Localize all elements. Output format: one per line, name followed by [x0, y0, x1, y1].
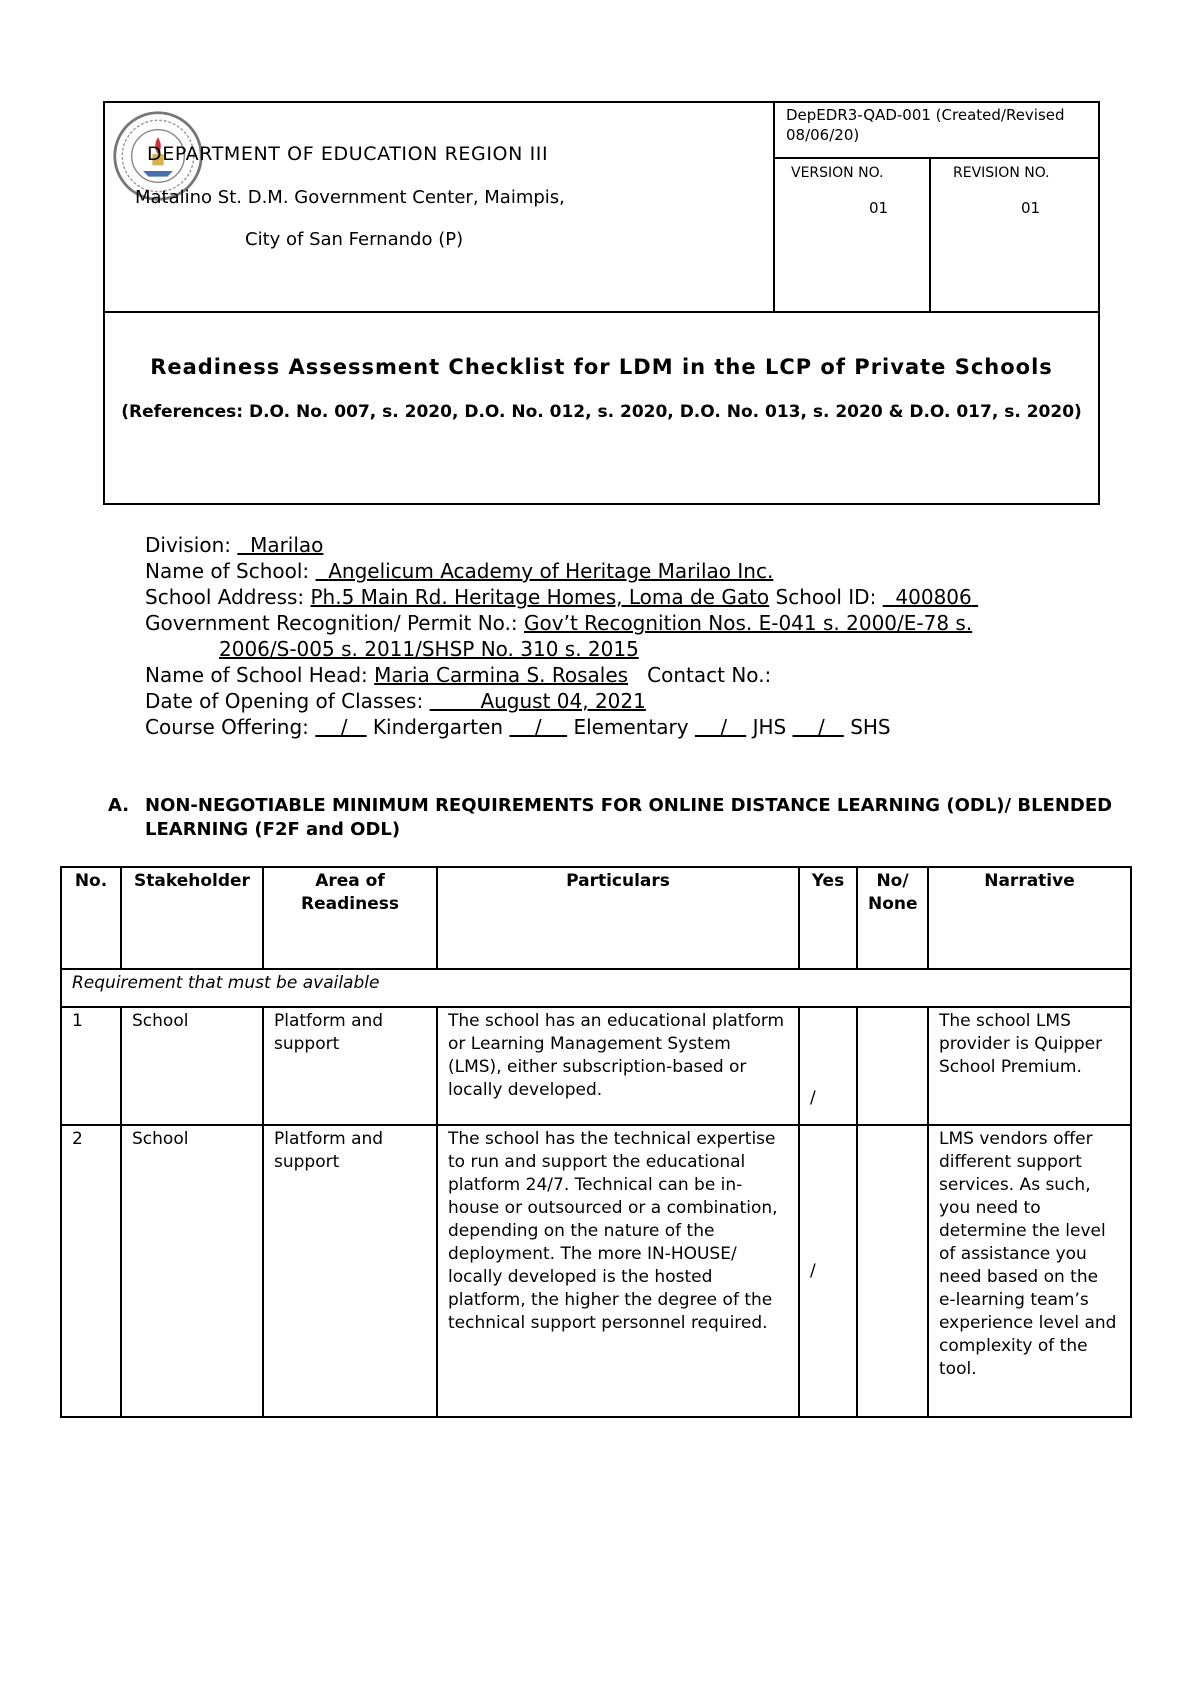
- school-name-label: Name of School:: [145, 559, 310, 583]
- header-particulars: Particulars: [437, 867, 799, 969]
- table-subheader-row: [61, 969, 1131, 1007]
- school-id-text: 400806: [895, 585, 972, 609]
- header-office-cell: [105, 103, 775, 313]
- opening-row: [145, 688, 1054, 714]
- department-name: DEPARTMENT OF EDUCATION REGION III: [147, 143, 549, 165]
- header-stakeholder: Stakeholder: [121, 867, 263, 969]
- jhs-mark-text: /: [720, 715, 728, 739]
- shs-mark: [793, 715, 844, 739]
- section-title: NON-NEGOTIABLE MINIMUM REQUIREMENTS FOR ONLINE DISTANCE LEARNING (ODL)/ BLENDED LEARNING (F2F and ODL): [145, 795, 1113, 840]
- address-value: Ph.5 Main Rd. Heritage Homes, Loma de Gato: [310, 585, 770, 609]
- row-stakeholder: School: [121, 1125, 263, 1417]
- address-label: School Address:: [145, 585, 305, 609]
- row-narrative: The school LMS provider is Quipper School Premium.: [928, 1007, 1131, 1125]
- document-header: [103, 101, 1100, 505]
- header-area: Area of Readiness: [263, 867, 437, 969]
- row-yes: [799, 1007, 857, 1125]
- division-value: [237, 532, 942, 558]
- permit-row: [145, 610, 972, 636]
- document-title: Readiness Assessment Checklist for LDM in the LCP of Private Schools: [150, 355, 1053, 379]
- school-name-value: [316, 558, 1061, 584]
- row-area: Platform and support: [263, 1007, 437, 1125]
- yes-check-mark: /: [810, 1088, 816, 1108]
- row-no-none: [857, 1007, 928, 1125]
- permit-value-1: Gov’t Recognition Nos. E-041 s. 2000/E-78 s.: [524, 611, 973, 635]
- row-stakeholder: School: [121, 1007, 263, 1125]
- header-narrative: Narrative: [928, 867, 1131, 969]
- permit-row-2: [219, 636, 639, 662]
- subheader-cell: Requirement that must be available: [61, 969, 1131, 1007]
- header-no: No.: [61, 867, 121, 969]
- elementary-mark: [509, 715, 567, 739]
- row-yes: [799, 1125, 857, 1417]
- shs-label: SHS: [850, 715, 891, 739]
- jhs-label: JHS: [752, 715, 787, 739]
- division-row: [145, 532, 942, 558]
- school-name-text: Angelicum Academy of Heritage Marilao Inc.: [328, 559, 774, 583]
- row-area: Platform and support: [263, 1125, 437, 1417]
- row-particulars: The school has an educational platform or Learning Management System (LMS), either subscription-based or locally developed.: [437, 1007, 799, 1125]
- opening-text: August 04, 2021: [480, 689, 646, 713]
- table-header-row: [61, 867, 1131, 969]
- opening-value: [430, 688, 1054, 714]
- office-address-line2: City of San Fernando (P): [245, 229, 464, 250]
- row-narrative: LMS vendors offer different support services. As such, you need to determine the level of assistance you need based on the e-learning team’s experience level and complexity of the tool.: [928, 1125, 1131, 1417]
- yes-check-mark: /: [810, 1260, 816, 1281]
- row-no: 2: [61, 1125, 121, 1417]
- section-letter: A.: [108, 795, 130, 816]
- school-head-value: Maria Carmina S. Rosales: [374, 663, 629, 687]
- school-id-label: School ID:: [775, 585, 877, 609]
- school-id-value: [883, 585, 978, 609]
- permit-value-2: 2006/S-005 s. 2011/SHSP No. 310 s. 2015: [219, 637, 639, 661]
- permit-label: Government Recognition/ Permit No.:: [145, 611, 518, 635]
- version-label: VERSION NO.: [791, 165, 884, 181]
- contact-label: Contact No.:: [647, 663, 772, 687]
- kindergarten-mark-text: /: [340, 715, 348, 739]
- header-no-none: No/ None: [857, 867, 928, 969]
- school-name-row: [145, 558, 1061, 584]
- office-address-line1: Matalino St. D.M. Government Center, Maimpis,: [135, 187, 565, 208]
- row-particulars: The school has the technical expertise to run and support the educational platform 24/7. Technical can be in-house or outsourced or a combination, depending on the nature of the deployment. The more IN-HOUSE/ locally developed is the hosted platform, the higher the degree of the technical support personnel required.: [437, 1125, 799, 1417]
- kindergarten-mark: [315, 715, 366, 739]
- course-label: Course Offering:: [145, 715, 309, 739]
- division-text: Marilao: [250, 533, 324, 557]
- version-value: 01: [869, 199, 889, 217]
- revision-label: REVISION NO.: [953, 165, 1050, 181]
- school-head-row: [145, 662, 771, 688]
- shs-mark-text: /: [818, 715, 825, 739]
- revision-cell: [931, 159, 1100, 311]
- row-no: 1: [61, 1007, 121, 1125]
- kindergarten-label: Kindergarten: [372, 715, 504, 739]
- document-references: (References: D.O. No. 007, s. 2020, D.O. No. 012, s. 2020, D.O. No. 013, s. 2020 & D.O. 017, s. 2020): [121, 402, 1082, 422]
- version-cell: [775, 159, 931, 311]
- revision-value: 01: [1021, 199, 1041, 217]
- row-no-none: [857, 1125, 928, 1417]
- table-row: [61, 1125, 1131, 1417]
- division-label: Division:: [145, 533, 231, 557]
- header-yes: Yes: [799, 867, 857, 969]
- opening-label: Date of Opening of Classes:: [145, 689, 424, 713]
- school-head-label: Name of School Head:: [145, 663, 368, 687]
- header-doc-control-cell: [775, 103, 1100, 313]
- jhs-mark: [695, 715, 746, 739]
- address-row: [145, 584, 978, 610]
- elementary-mark-text: /: [534, 715, 542, 739]
- document-code: DepEDR3-QAD-001 (Created/Revised 08/06/20): [775, 103, 1100, 159]
- elementary-label: Elementary: [573, 715, 689, 739]
- requirements-table: [60, 866, 1132, 1418]
- table-row: [61, 1007, 1131, 1125]
- course-row: [145, 714, 891, 740]
